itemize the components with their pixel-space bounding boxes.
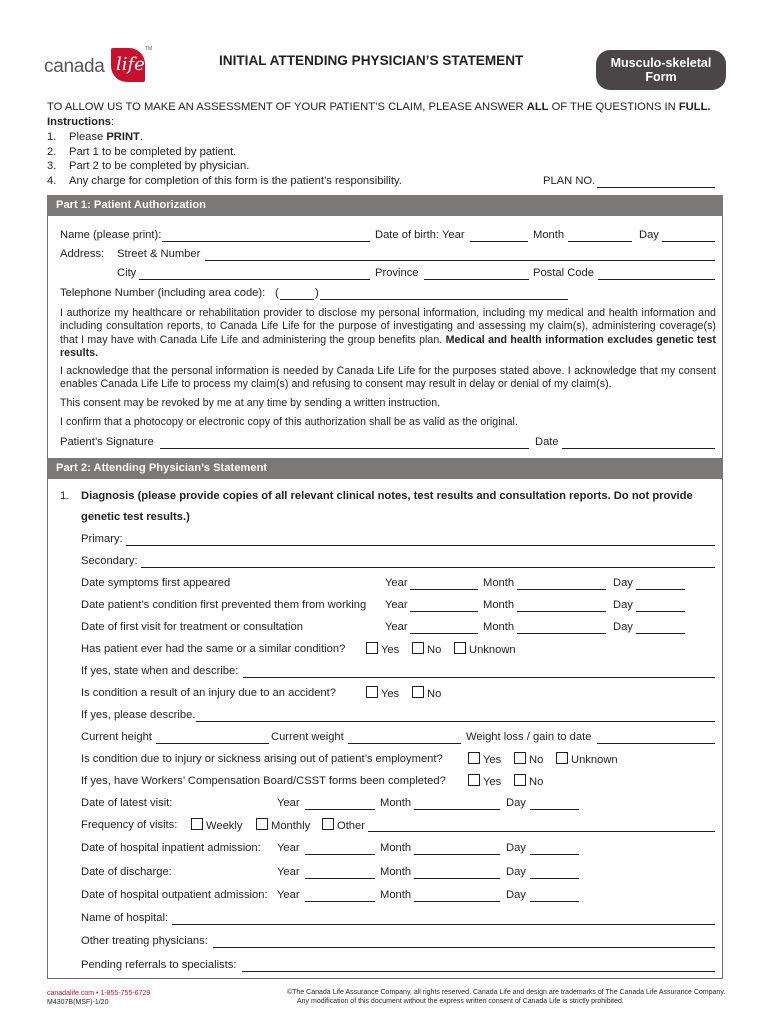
instruction-bold: PRINT: [106, 131, 140, 143]
instruction-item: [47, 146, 236, 158]
outpatient-day-field[interactable]: [530, 900, 579, 902]
discharge-month-field[interactable]: [414, 877, 500, 879]
wcb-yes-checkbox[interactable]: [468, 774, 501, 788]
form-type-badge: [596, 50, 726, 90]
intro-text-b: OF THE QUESTIONS IN: [548, 101, 679, 113]
signature-date-field[interactable]: [562, 447, 715, 449]
frequency-label: Frequency of visits:: [81, 819, 178, 831]
dob-year-label: Date of birth: Year: [375, 229, 465, 241]
area-code-field[interactable]: [280, 298, 314, 300]
checkbox-label: Yes: [381, 688, 400, 700]
outpatient-admission-label: Date of hospital outpatient admission:: [81, 889, 268, 901]
consent-paragraph-2: I acknowledge that the personal information is needed by Canada Life Life for the purposes stated above. I acknowledge that my consent enables Canada Life Life to process my claim(s) and refusing to consent may result in delay or denial of my claim(s).: [60, 365, 716, 391]
question-1-number: 1.: [60, 490, 70, 502]
footer-copyright: ©The Canada Life Assurance Company, all rights reserved. Canada Life and design are trademarks of The Canada Life Assurance Company.: [287, 989, 726, 996]
instruction-number: 3.: [47, 160, 57, 172]
checkbox-box: [256, 818, 268, 830]
part2-frame: [47, 479, 723, 979]
instructions-label: Instructions: [47, 116, 112, 128]
weight-loss-gain-field[interactable]: [597, 742, 715, 744]
postal-code-label: Postal Code: [533, 267, 594, 279]
instruction-number: 2.: [47, 146, 57, 158]
checkbox-label: No: [529, 754, 544, 766]
current-height-label: Current height: [81, 731, 152, 743]
instruction-text: Part 1 to be completed by patient.: [69, 146, 237, 158]
plan-number-field[interactable]: [597, 186, 715, 188]
other-physicians-field[interactable]: [213, 946, 715, 948]
intro-all: ALL: [526, 101, 549, 113]
latest-visit-month-field[interactable]: [414, 808, 500, 810]
year-label: Year: [385, 577, 408, 589]
year-label: Year: [277, 866, 300, 878]
first-visit-day-field[interactable]: [636, 632, 685, 634]
checkbox-box: [412, 686, 424, 698]
checkbox-box: [412, 642, 424, 654]
latest-visit-day-field[interactable]: [530, 808, 579, 810]
city-label: City: [117, 267, 137, 279]
same-condition-label: Has patient ever had the same or a similar condition?: [81, 643, 346, 655]
if-yes-please-describe-label: If yes, please describe.: [81, 709, 196, 721]
other-physicians-label: Other treating physicians:: [81, 935, 208, 947]
month-label: Month: [483, 621, 515, 633]
telephone-label: Telephone Number (including area code):: [60, 287, 266, 299]
checkbox-box: [468, 774, 480, 786]
prevented-month-field[interactable]: [517, 610, 606, 612]
same-condition-yes-checkbox[interactable]: [366, 642, 399, 656]
frequency-other-field[interactable]: [368, 830, 715, 832]
dob-year-field[interactable]: [470, 240, 528, 242]
day-label: Day: [613, 621, 633, 633]
checkbox-box: [191, 818, 203, 830]
area-code-open: (: [275, 287, 279, 299]
primary-diagnosis-field[interactable]: [126, 544, 715, 546]
discharge-label: Date of discharge:: [81, 866, 172, 878]
instruction-item: [47, 131, 143, 143]
dob-month-field[interactable]: [568, 240, 632, 242]
checkbox-box: [514, 752, 526, 764]
checkbox-label: Unknown: [571, 754, 618, 766]
city-field[interactable]: [139, 278, 370, 280]
year-label: Year: [385, 599, 408, 611]
if-yes-describe-field[interactable]: [243, 676, 715, 678]
employment-no-checkbox[interactable]: [514, 752, 543, 766]
current-weight-field[interactable]: [348, 742, 461, 744]
checkbox-label: No: [529, 776, 544, 788]
day-label: Day: [613, 599, 633, 611]
date-symptoms-label: Date symptoms first appeared: [81, 577, 231, 589]
hospital-name-field[interactable]: [172, 923, 715, 925]
page-title: INITIAL ATTENDING PHYSICIAN’S STATEMENT: [219, 53, 524, 68]
checkbox-label: Yes: [381, 644, 400, 656]
prevented-day-field[interactable]: [636, 610, 685, 612]
discharge-day-field[interactable]: [530, 877, 579, 879]
day-label: Day: [613, 577, 633, 589]
checkbox-box: [454, 642, 466, 654]
inpatient-year-field[interactable]: [305, 853, 375, 855]
checkbox-label: Weekly: [206, 820, 243, 832]
secondary-diagnosis-field[interactable]: [141, 566, 715, 568]
secondary-label: Secondary:: [81, 555, 138, 567]
part2-heading: Part 2: Attending Physician’s Statement: [47, 458, 723, 479]
year-label: Year: [277, 842, 300, 854]
diagnosis-heading: Diagnosis (please provide copies of all relevant clinical notes, test results and consultation reports. Do not provide: [81, 490, 693, 502]
name-field[interactable]: [162, 240, 370, 242]
street-field[interactable]: [205, 259, 715, 261]
instructions-heading: [47, 116, 114, 128]
day-label: Day: [506, 866, 526, 878]
consent-paragraph-3: This consent may be revoked by me at any time by sending a written instruction.: [60, 397, 441, 409]
month-label: Month: [483, 577, 515, 589]
instruction-number: 1.: [47, 131, 57, 143]
year-label: Year: [277, 889, 300, 901]
checkbox-box: [366, 686, 378, 698]
instruction-text: Part 2 to be completed by physician.: [69, 160, 250, 172]
street-label: Street & Number: [117, 248, 201, 260]
instruction-tail: .: [139, 131, 143, 143]
latest-visit-label: Date of latest visit:: [81, 797, 173, 809]
address-label: Address:: [60, 248, 105, 260]
day-label: Day: [506, 842, 526, 854]
checkbox-box: [468, 752, 480, 764]
logo-text-life: life: [116, 54, 145, 75]
checkbox-box: [514, 774, 526, 786]
day-label: Day: [506, 797, 526, 809]
area-code-close: ): [315, 287, 319, 299]
checkbox-label: No: [427, 644, 442, 656]
intro-text-a: TO ALLOW US TO MAKE AN ASSESSMENT OF YOUR PATIENT’S CLAIM, PLEASE ANSWER: [47, 101, 527, 113]
wcb-label: If yes, have Workers’ Compensation Board/CSST forms been completed?: [81, 775, 446, 787]
province-label: Province: [375, 267, 419, 279]
intro-full: FULL.: [678, 101, 711, 113]
signature-date-label: Date: [535, 436, 559, 448]
injury-accident-no-checkbox[interactable]: [412, 686, 441, 700]
instruction-item: [47, 175, 402, 187]
month-label: Month: [483, 599, 515, 611]
signature-field[interactable]: [160, 447, 529, 449]
month-label: Month: [380, 797, 412, 809]
year-label: Year: [277, 797, 300, 809]
instructions-colon: :: [111, 116, 115, 128]
outpatient-month-field[interactable]: [414, 900, 500, 902]
symptoms-month-field[interactable]: [517, 588, 606, 590]
part1-heading: Part 1: Patient Authorization: [47, 195, 723, 216]
employment-unknown-checkbox[interactable]: [556, 752, 618, 766]
plan-number-label: PLAN NO.: [543, 175, 596, 187]
if-yes-describe-label: If yes, state when and describe:: [81, 665, 239, 677]
injury-describe-field[interactable]: [196, 720, 715, 722]
footer-contact[interactable]: canadalife.com • 1-855-755-6729: [47, 990, 151, 997]
symptoms-day-field[interactable]: [636, 588, 685, 590]
outpatient-year-field[interactable]: [305, 900, 375, 902]
instruction-item: [47, 160, 249, 172]
intro-text: [47, 101, 711, 113]
same-condition-unknown-checkbox[interactable]: [454, 642, 516, 656]
diagnosis-heading-line2: genetic test results.): [81, 511, 190, 523]
province-field[interactable]: [424, 278, 529, 280]
frequency-monthly-checkbox[interactable]: [256, 818, 310, 832]
inpatient-month-field[interactable]: [414, 853, 500, 855]
current-weight-label: Current weight: [271, 731, 344, 743]
checkbox-label: Yes: [483, 776, 502, 788]
first-visit-month-field[interactable]: [517, 632, 606, 634]
consent-genetic-exclusion: Medical and health information excludes genetic test results.: [60, 333, 716, 359]
date-prevented-label: Date patient’s condition first prevented them from working: [81, 599, 367, 611]
consent-paragraph-1-text: I authorize my healthcare or rehabilitation provider to disclose my personal information, including my medical and health information and including consultation reports, to Canada Life Life for the purpose of investigating and assessing my claim(s), administering coverage(s) that I may have with Canada Life Life and administering the group benefits plan.: [60, 307, 716, 346]
day-label: Day: [506, 889, 526, 901]
dob-day-label: Day: [639, 229, 659, 241]
month-label: Month: [380, 866, 412, 878]
name-label: Name (please print):: [60, 229, 162, 241]
same-condition-no-checkbox[interactable]: [412, 642, 441, 656]
frequency-other-checkbox[interactable]: [322, 818, 365, 832]
pending-referrals-label: Pending referrals to specialists:: [81, 959, 237, 971]
footer-modification-notice: Any modification of this document without the express written consent of Canada Life is strictly prohibited.: [297, 998, 624, 1005]
checkbox-label: Unknown: [469, 644, 516, 656]
current-height-field[interactable]: [156, 742, 269, 744]
first-visit-year-field[interactable]: [410, 632, 478, 634]
form-type-line2: Form: [645, 70, 677, 84]
prevented-year-field[interactable]: [410, 610, 478, 612]
year-label: Year: [385, 621, 408, 633]
inpatient-admission-label: Date of hospital inpatient admission:: [81, 842, 261, 854]
injury-accident-label: Is condition a result of an injury due to an accident?: [81, 687, 336, 699]
month-label: Month: [380, 889, 412, 901]
instruction-number: 4.: [47, 175, 57, 187]
consent-paragraph-1: [60, 307, 716, 360]
discharge-year-field[interactable]: [305, 877, 375, 879]
inpatient-day-field[interactable]: [530, 853, 579, 855]
employment-label: Is condition due to injury or sickness arising out of patient’s employment?: [81, 753, 443, 765]
footer-form-code: M4307B(MSF)-1/20: [47, 999, 109, 1006]
employment-yes-checkbox[interactable]: [468, 752, 501, 766]
checkbox-label: Yes: [483, 754, 502, 766]
checkbox-box: [366, 642, 378, 654]
postal-code-field[interactable]: [598, 278, 715, 280]
dob-day-field[interactable]: [662, 240, 715, 242]
checkbox-label: No: [427, 688, 442, 700]
consent-paragraph-4: I confirm that a photocopy or electronic copy of this authorization shall be as valid as the original.: [60, 416, 518, 428]
latest-visit-year-field[interactable]: [305, 808, 375, 810]
symptoms-year-field[interactable]: [410, 588, 478, 590]
logo-trademark: TM: [145, 46, 153, 52]
pending-referrals-field[interactable]: [242, 970, 715, 972]
telephone-field[interactable]: [320, 298, 568, 300]
wcb-no-checkbox[interactable]: [514, 774, 543, 788]
instruction-text: Any charge for completion of this form is the patient’s responsibility.: [69, 175, 402, 187]
form-type-line1: Musculo-skeletal: [610, 56, 712, 70]
injury-accident-yes-checkbox[interactable]: [366, 686, 399, 700]
checkbox-label: Other: [337, 820, 365, 832]
hospital-name-label: Name of hospital:: [81, 912, 169, 924]
checkbox-box: [556, 752, 568, 764]
month-label: Month: [380, 842, 412, 854]
logo-text-canada: canada: [44, 56, 105, 77]
weight-loss-gain-label: Weight loss / gain to date: [466, 731, 592, 743]
instruction-text: Please: [69, 131, 107, 143]
primary-label: Primary:: [81, 533, 123, 545]
date-first-visit-label: Date of first visit for treatment or consultation: [81, 621, 303, 633]
signature-label: Patient’s Signature: [60, 436, 154, 448]
dob-month-label: Month: [533, 229, 565, 241]
frequency-weekly-checkbox[interactable]: [191, 818, 242, 832]
checkbox-label: Monthly: [271, 820, 311, 832]
checkbox-box: [322, 818, 334, 830]
logo: [44, 46, 154, 86]
